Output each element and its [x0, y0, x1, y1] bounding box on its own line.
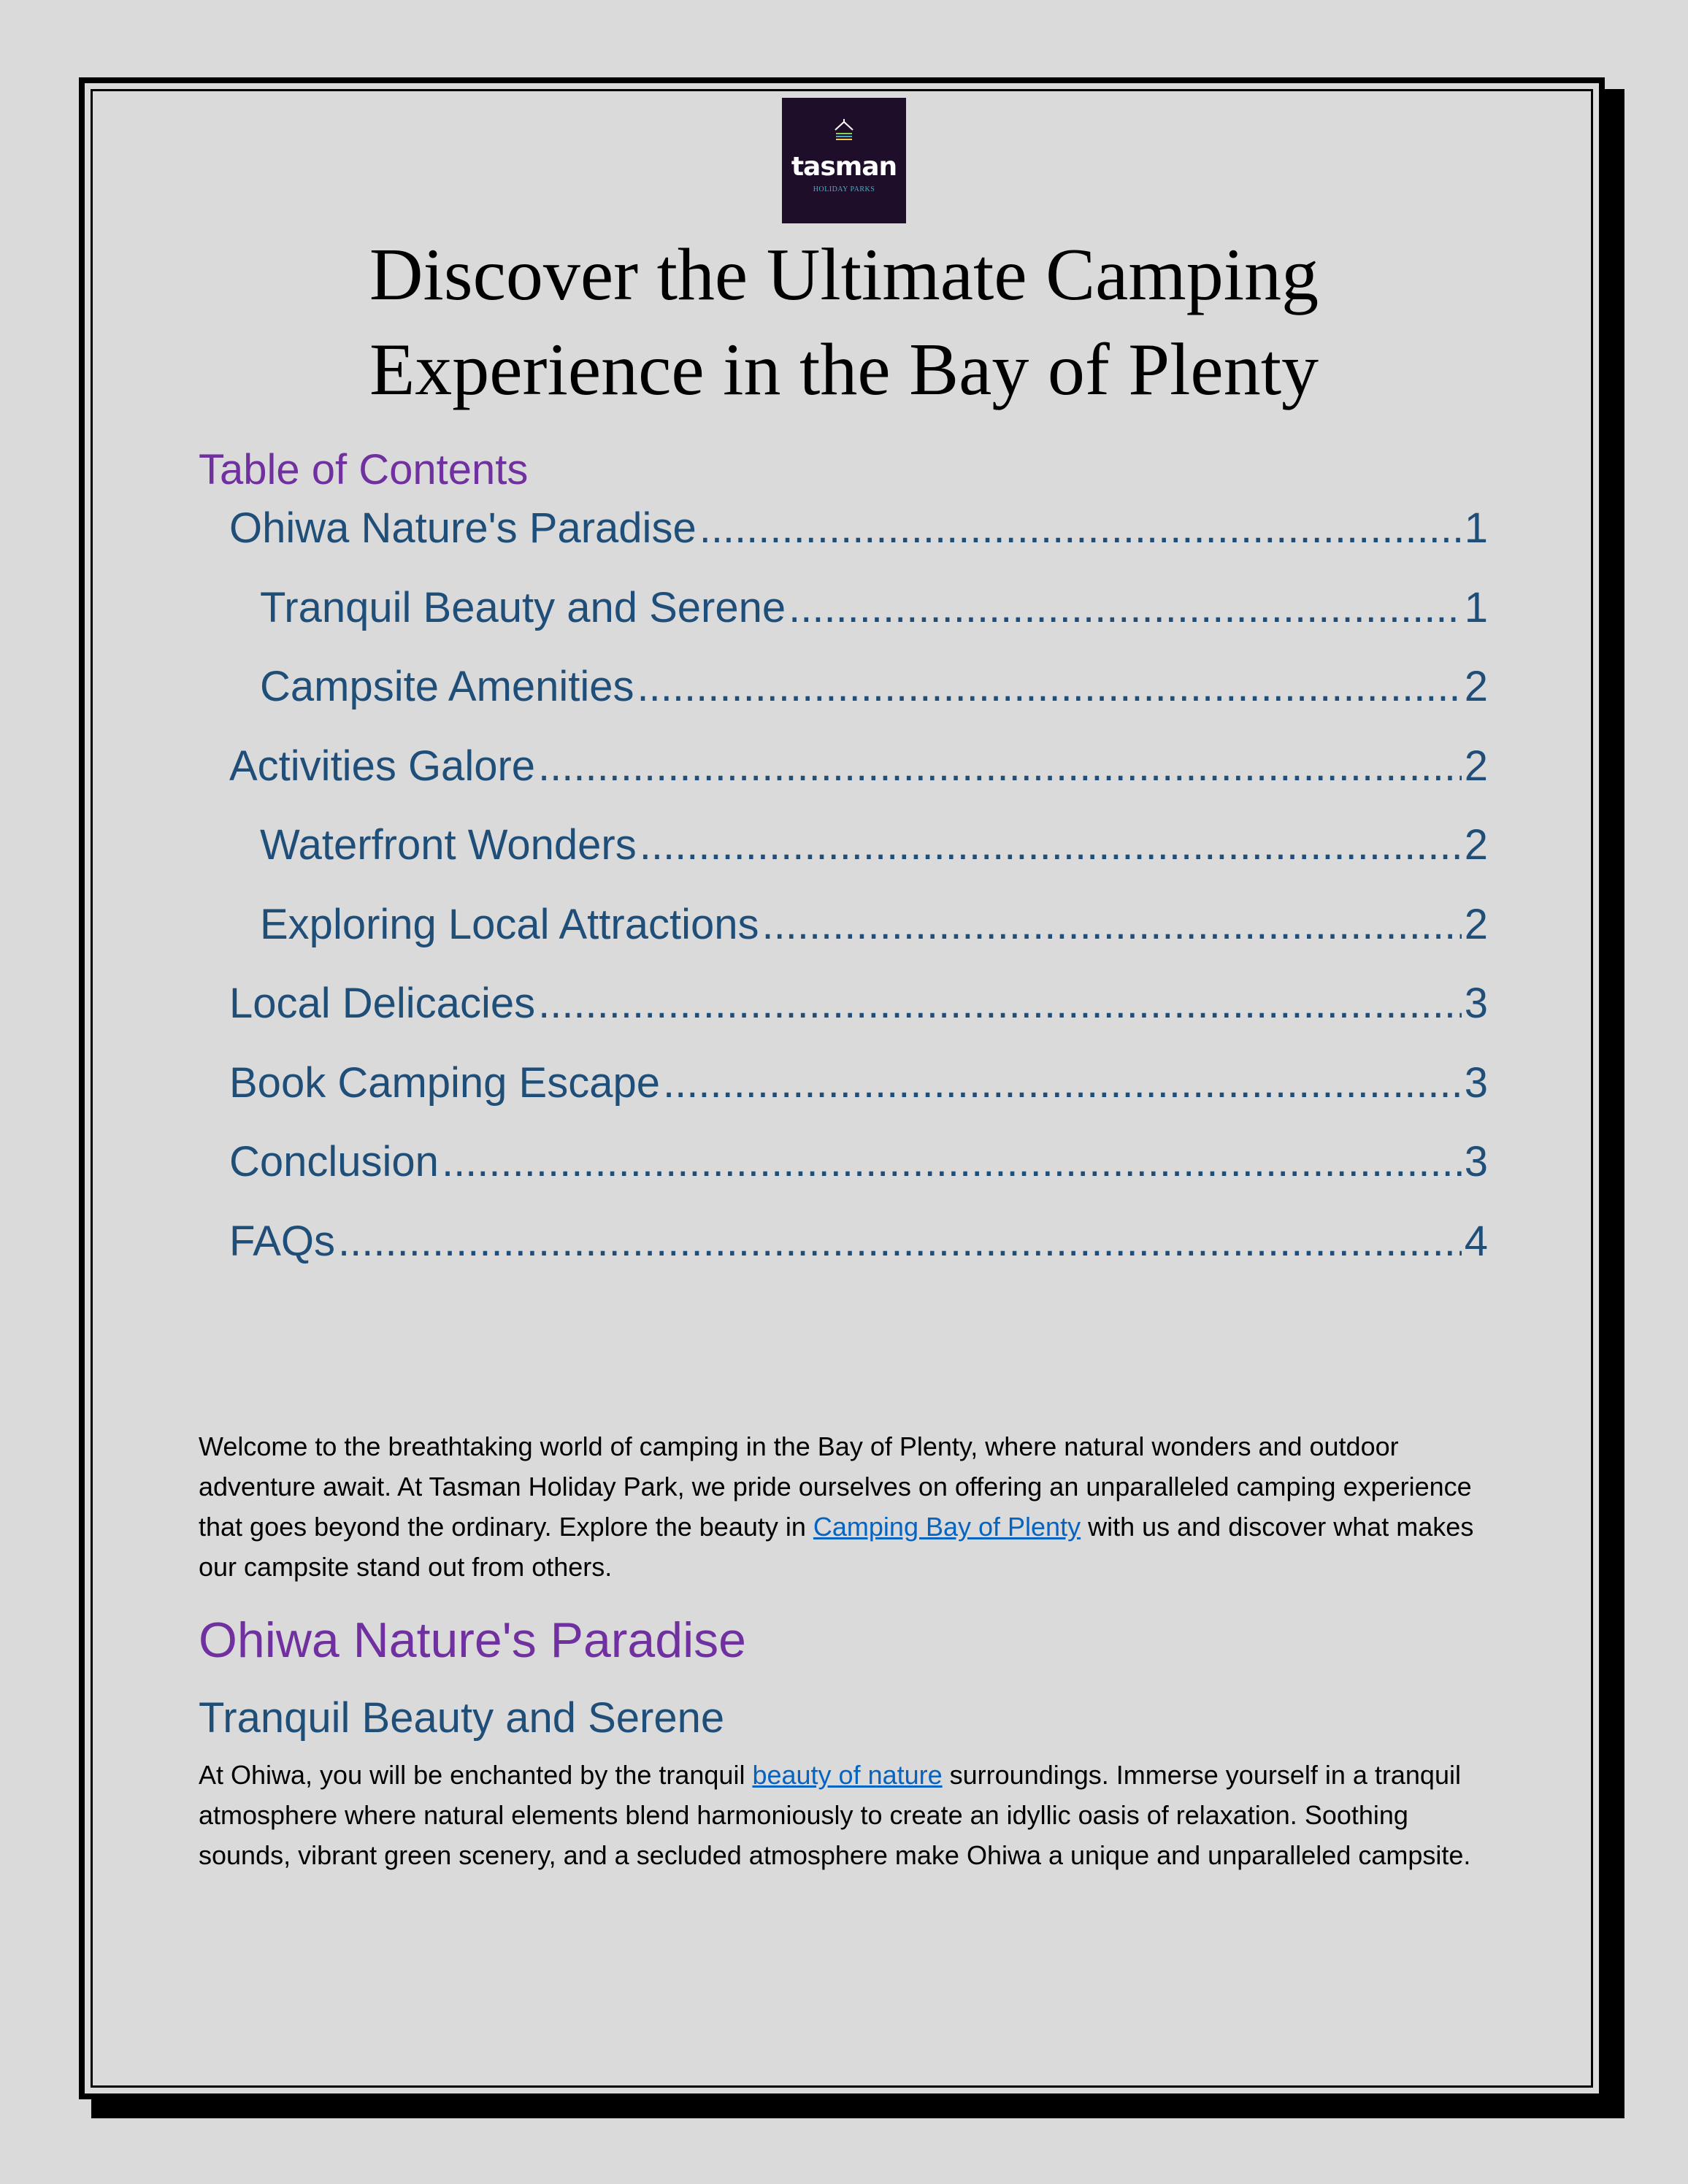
toc-entry-label: Local Delicacies: [229, 980, 536, 1027]
intro-text-after-link: with us and discover what makes our campsite stand out from others.: [199, 1512, 1474, 1582]
toc-entry-label: Ohiwa Nature's Paradise: [229, 504, 697, 552]
tranquil-text-before-link: At Ohiwa, you will be enchanted by the tranquil: [199, 1760, 753, 1790]
toc-entry-link[interactable]: [229, 504, 1488, 562]
toc-heading: Table of Contents: [199, 446, 529, 493]
toc-dot-leader: [640, 820, 1462, 869]
tranquil-paragraph: [199, 1755, 1491, 1875]
logo-wordmark: tasman: [791, 152, 897, 182]
toc-dot-leader: [789, 583, 1462, 632]
section-heading-ohiwa: Ohiwa Nature's Paradise: [199, 1612, 746, 1668]
toc-page-number: 3: [1464, 980, 1488, 1027]
toc-page-number: 2: [1464, 742, 1488, 790]
toc-entry-link[interactable]: [229, 1137, 1488, 1196]
toc-dot-leader: [699, 504, 1462, 553]
toc-entry-label: Book Camping Escape: [229, 1059, 660, 1107]
tasman-logo: [782, 98, 906, 223]
camping-bay-of-plenty-link[interactable]: Camping Bay of Plenty: [813, 1512, 1081, 1542]
tent-icon: [833, 118, 855, 140]
toc-entry-link[interactable]: [260, 583, 1488, 642]
toc-page-number: 2: [1464, 901, 1488, 948]
toc-dot-leader: [442, 1137, 1462, 1186]
toc-dot-leader: [538, 742, 1462, 791]
intro-paragraph: [199, 1426, 1491, 1587]
toc-page-number: 4: [1464, 1218, 1488, 1265]
toc-dot-leader: [338, 1217, 1462, 1266]
toc-entry-link[interactable]: [260, 900, 1488, 958]
toc-page-number: 1: [1464, 584, 1488, 631]
logo-subtitle: HOLIDAY PARKS: [813, 185, 875, 193]
intro-text-before-link: Welcome to the breathtaking world of camping in the Bay of Plenty, where natural wonders and outdoor adventure await. At Tasman Holiday Park, we pride ourselves on offering an unparalleled camping experience that goes beyond the ordinary. Explore the beauty in: [199, 1431, 1472, 1542]
tranquil-text-after-link: surroundings. Immerse yourself in a tranquil atmosphere where natural elements blend harmoniously to create an idyllic oasis of relaxation. Soothing sounds, vibrant green scenery, and a secluded atmosphere make Ohiwa a unique and unparalleled campsite.: [199, 1760, 1471, 1870]
document-title-line-1: Discover the Ultimate Camping: [369, 234, 1319, 316]
toc-entry-label: Campsite Amenities: [260, 663, 634, 710]
toc-entry-label: Exploring Local Attractions: [260, 901, 759, 948]
toc-entry-link[interactable]: [229, 742, 1488, 800]
toc-dot-leader: [538, 979, 1462, 1028]
toc-page-number: 2: [1464, 663, 1488, 710]
toc-page-number: 3: [1464, 1138, 1488, 1185]
toc-dot-leader: [663, 1058, 1462, 1107]
toc-entry-label: Activities Galore: [229, 742, 536, 790]
toc-entry-link[interactable]: [229, 979, 1488, 1037]
toc-entry-label: Waterfront Wonders: [260, 821, 637, 869]
toc-entry-link[interactable]: [229, 1058, 1488, 1117]
toc-entry-link[interactable]: [260, 662, 1488, 720]
toc-entry-label: Conclusion: [229, 1138, 439, 1185]
subsection-heading-tranquil: Tranquil Beauty and Serene: [199, 1694, 725, 1742]
toc-entry-link[interactable]: [260, 820, 1488, 879]
document-title-line-2: Experience in the Bay of Plenty: [369, 328, 1319, 411]
toc-page-number: 2: [1464, 821, 1488, 869]
document-title: [219, 228, 1469, 418]
toc-page-number: 3: [1464, 1059, 1488, 1107]
beauty-of-nature-link[interactable]: beauty of nature: [752, 1760, 943, 1790]
toc-page-number: 1: [1464, 504, 1488, 552]
toc-entry-label: FAQs: [229, 1218, 336, 1265]
toc-entry-label: Tranquil Beauty and Serene: [260, 584, 786, 631]
toc-entry-link[interactable]: [229, 1217, 1488, 1275]
toc-dot-leader: [637, 662, 1462, 711]
toc-dot-leader: [761, 900, 1461, 949]
